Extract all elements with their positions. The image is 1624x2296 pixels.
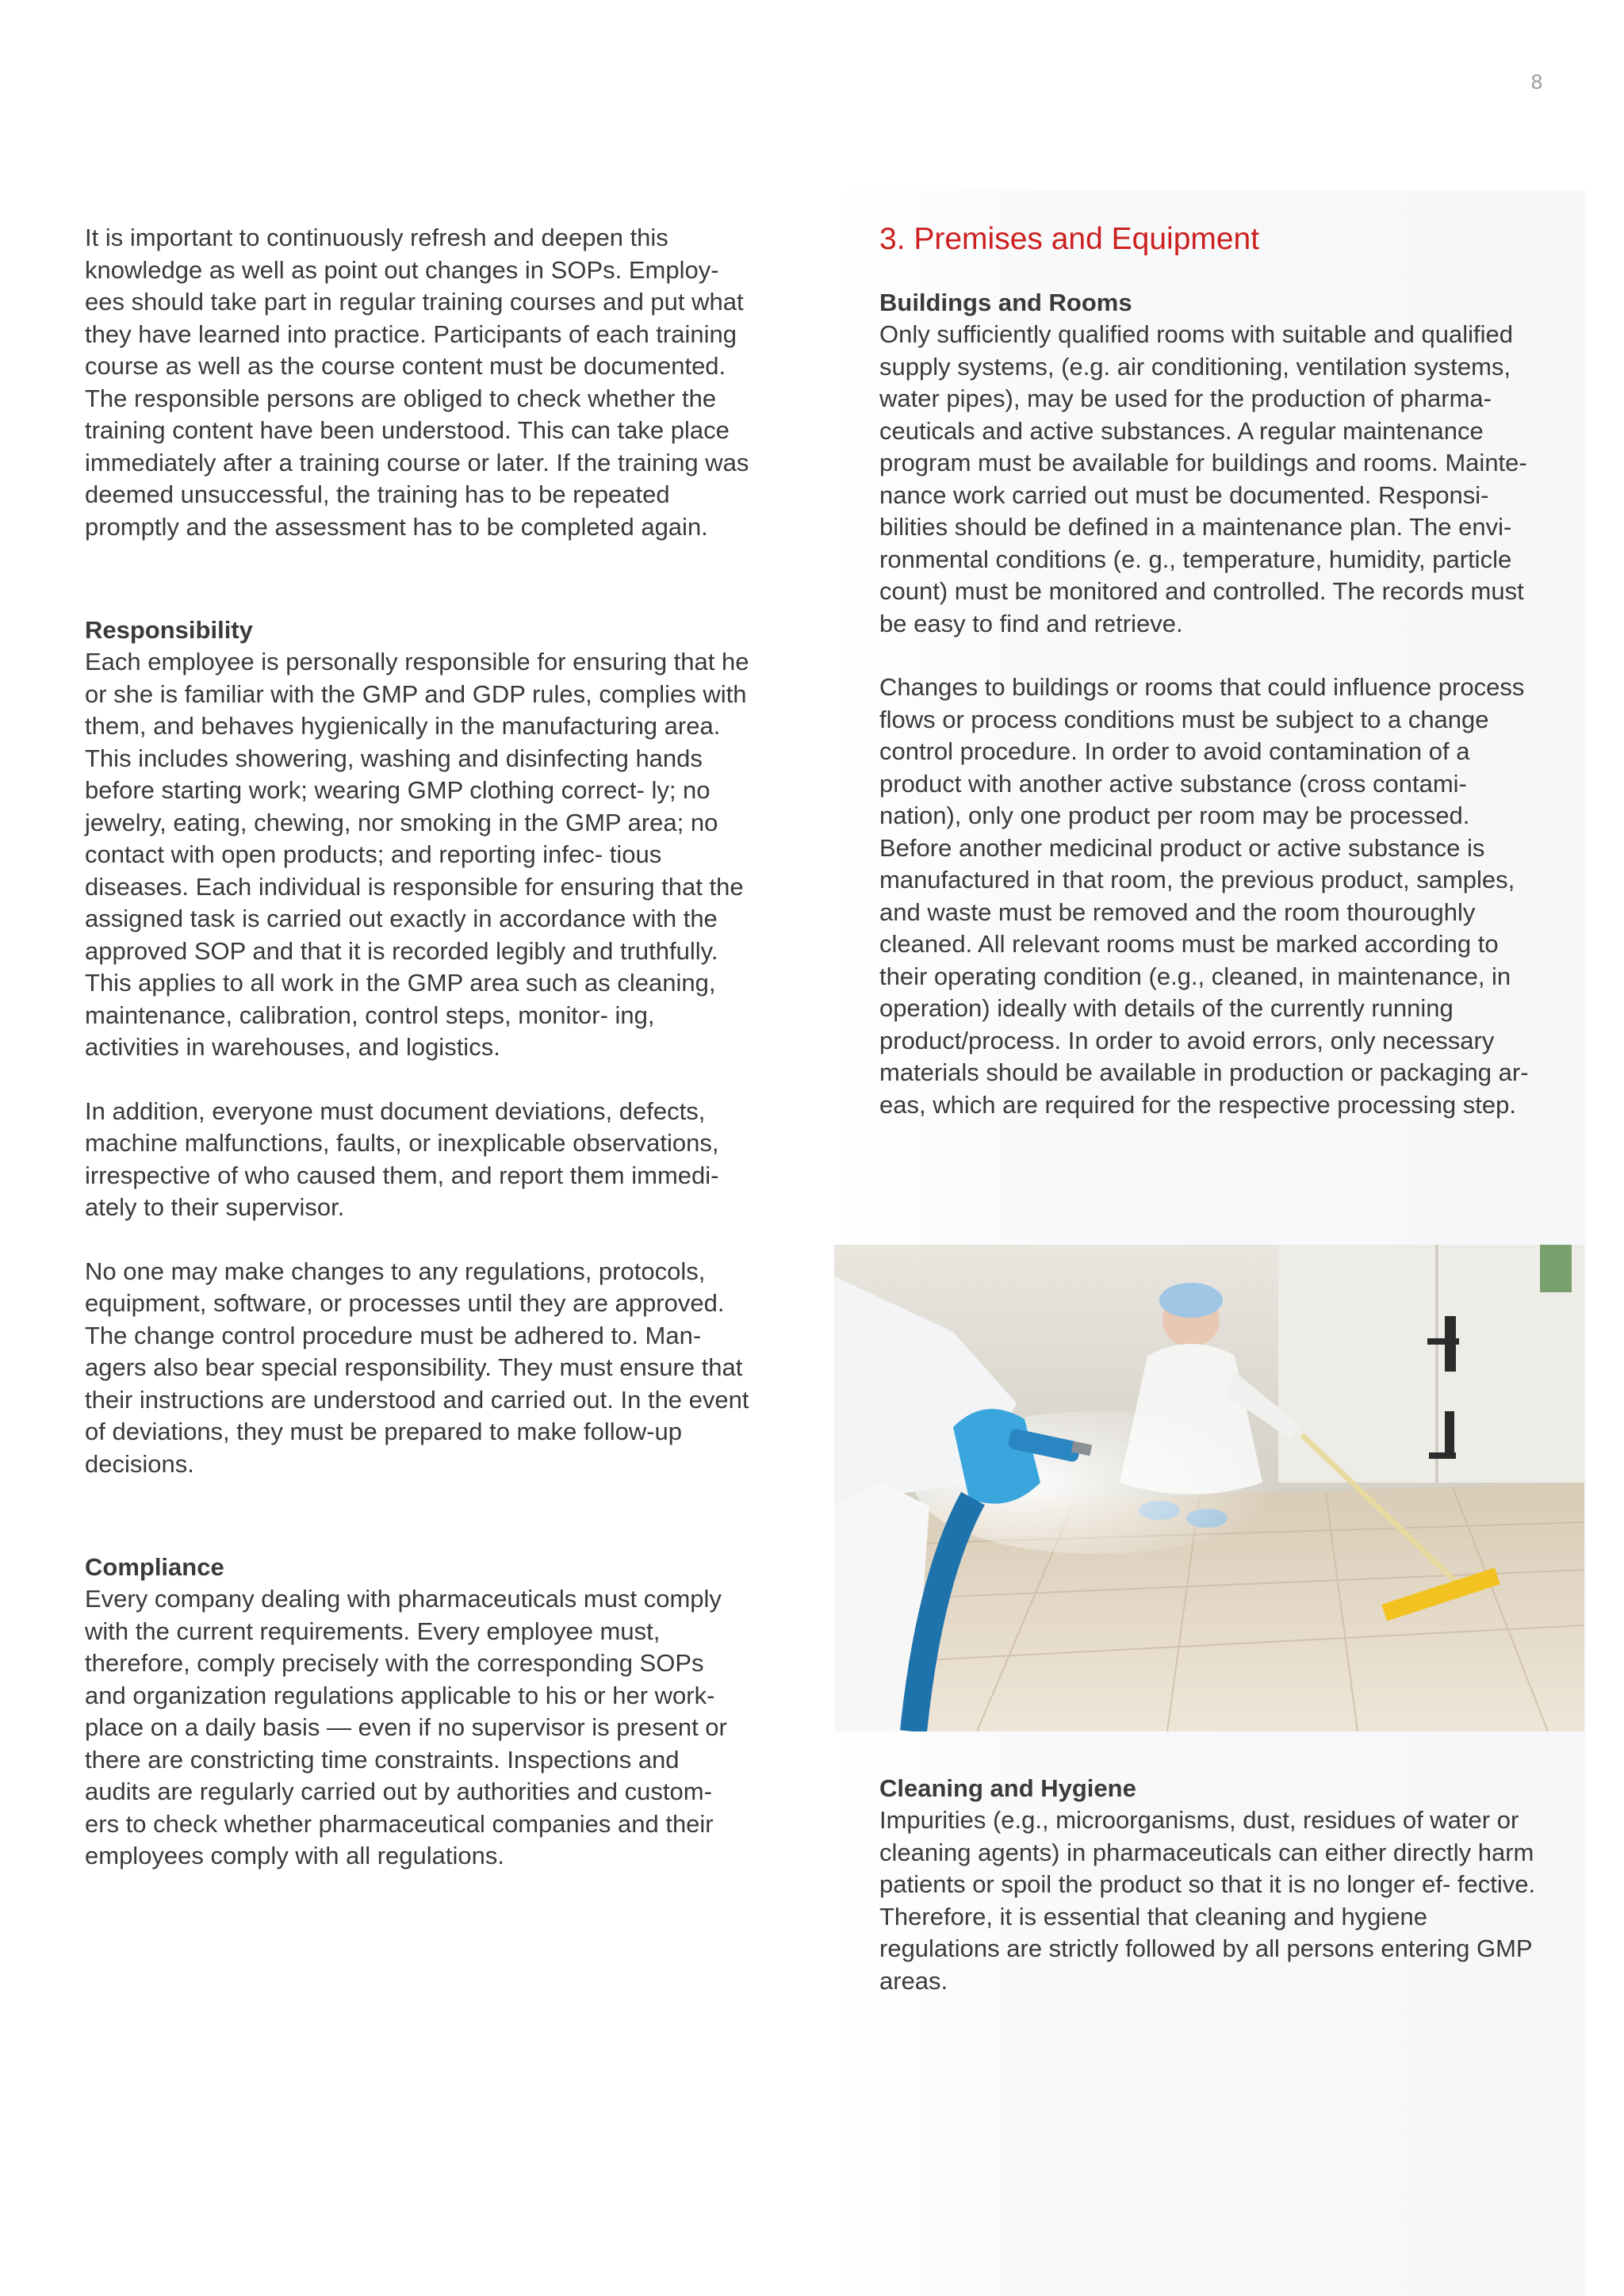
cleaning-heading: Cleaning and Hygiene bbox=[879, 1774, 1136, 1802]
buildings-paragraph-2: Changes to buildings or rooms that could influence process flows or process conditions must be subject to a change control procedure. In order to avoid contamination of a product with another active substance (cross contami- nation), only one product per room may be processed. Before another medicinal product or active substance is manufactured in that room, the previous product, samples, and waste must be removed and the room thouroughly cleaned. All relevant rooms must be marked according to their operating condition (e.g., cleaned, in maintenance, in operation) ideally with details of the currently running product/process. In order to avoid errors, only necessary materials should be available in production or packaging ar- eas, which are required for the respective processing step. bbox=[879, 673, 1529, 1119]
compliance-heading: Compliance bbox=[85, 1553, 224, 1581]
left-column bbox=[85, 222, 751, 1873]
responsibility-paragraph-1: Each employee is personally responsible for ensuring that he or she is familiar with the GMP and GDP rules, complies with them, and behaves hygienically in the manufacturing area. This includes showering, washing and disinfecting hands before starting work; wearing GMP clothing correct- ly; no jewelry, eating, chewing, nor smoking in the GMP area; no contact with open products; and reporting infec- tious diseases. Each individual is responsible for ensuring that the assigned task is carried out exactly in accordance with the approved SOP and that it is recorded legibly and truthfully. This applies to all work in the GMP area such as cleaning, maintenance, calibration, control steps, monitor- ing, activities in warehouses, and logistics. bbox=[85, 648, 749, 1061]
responsibility-heading: Responsibility bbox=[85, 616, 253, 644]
responsibility-paragraph-3: No one may make changes to any regulations, protocols, equipment, software, or processes until they are approved. The change control procedure must be adhered to. Man- agers also bear special responsibility. They must ensure that their instructions are understood and carried out. In the event of deviations, they must be prepared to make follow-up decisions. bbox=[85, 1257, 749, 1478]
compliance-paragraph: Every company dealing with pharmaceuticals must comply with the current requirements. Every employee must, therefore, comply precisely with the corresponding SOPs and organization regulations applicable to his or her work- place on a daily basis — even if no supervisor is present or there are constricting time constraints. Inspections and audits are regularly carried out by authorities and custom- ers to check whether pharmaceutical companies and their employees comply with all regulations. bbox=[85, 1585, 727, 1869]
responsibility-paragraph-2: In addition, everyone must document deviations, defects, machine malfunctions, faults, or inexplicable observations, irrespective of who caused them, and report them immedi- ately to their supervisor. bbox=[85, 1096, 719, 1221]
cleaning-paragraph: Impurities (e.g., microorganisms, dust, residues of water or cleaning agents) in pharmaceuticals can either directly harm patients or spoil the product so that it is no longer ef- fective. Therefore, it is essential that cleaning and hygiene regulations are strictly followed by all persons entering GMP areas. bbox=[879, 1806, 1536, 1995]
page-number: 8 bbox=[1530, 70, 1543, 94]
cleaning-section bbox=[879, 1773, 1545, 1997]
training-paragraph: It is important to continuously refresh and deepen this knowledge as well as point out changes in SOPs. Employ- ees should take part in regular training courses and put what they have learned into practice. Participants of each training course as well as the course content must be documented. The responsible persons are obliged to check whether the training content have been understood. This can take place immediately after a training course or later. If the training was deemed unsuccessful, the training has to be repeated promptly and the assessment has to be completed again. bbox=[85, 224, 749, 541]
buildings-heading: Buildings and Rooms bbox=[879, 289, 1132, 316]
cleaning-photo-illustration bbox=[834, 1245, 1584, 1732]
cleaning-photo bbox=[834, 1245, 1584, 1732]
buildings-paragraph-1: Only sufficiently qualified rooms with suitable and qualified supply systems, (e.g. air conditioning, ventilation systems, water pipes), may be used for the production of pharma- ceuticals and active substances. A regular maintenance program must be available for buildings and rooms. Mainte- nance work carried out must be documented. Responsi- bilities should be defined in a maintenance plan. The envi- ronmental conditions (e. g., temperature, humidity, particle count) must be monitored and controlled. The records must be easy to find and retrieve. bbox=[879, 320, 1527, 637]
section-title: 3. Premises and Equipment bbox=[879, 222, 1260, 256]
right-column bbox=[879, 220, 1545, 1121]
